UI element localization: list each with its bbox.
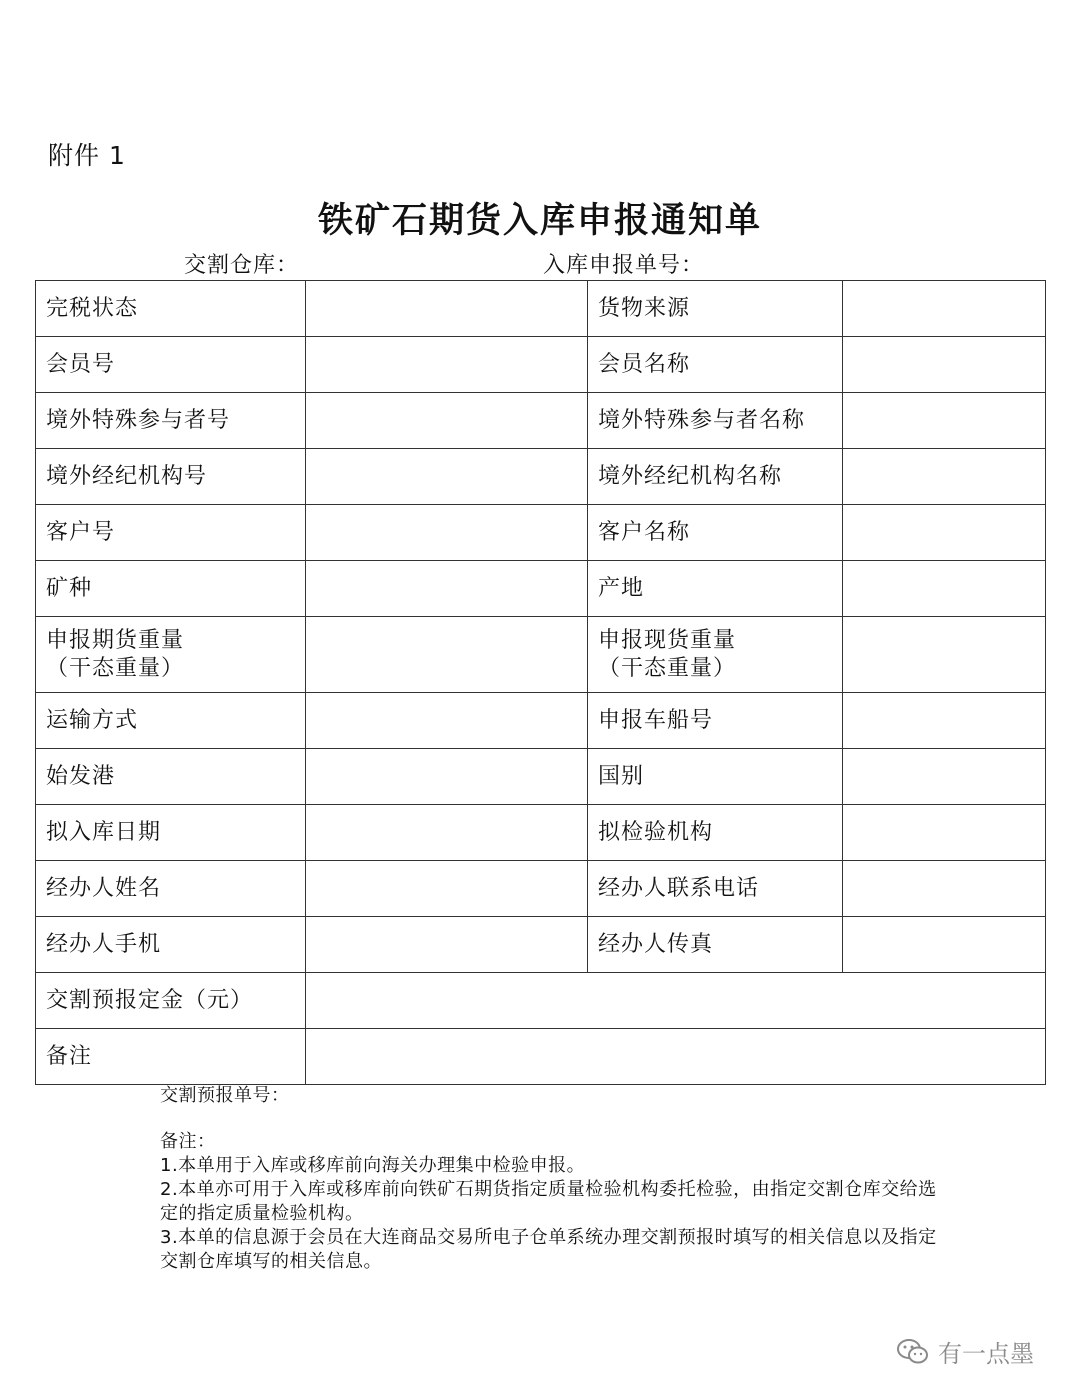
field-value-cell[interactable] (306, 449, 588, 505)
note-item: 1.本单用于入库或移库前向海关办理集中检验申报。 (160, 1155, 586, 1176)
field-value-cell[interactable] (843, 505, 1046, 561)
field-value-cell[interactable] (306, 805, 588, 861)
field-label: 经办人联系电话 (588, 861, 843, 917)
field-label: 申报车船号 (588, 693, 843, 749)
field-label-line: （干态重量） (598, 655, 737, 681)
field-value-cell[interactable] (843, 449, 1046, 505)
field-label: 会员名称 (588, 337, 843, 393)
note-item: 3.本单的信息源于会员在大连商品交易所电子仓单系统办理交割预报时填写的相关信息以及指定交割仓库填写的相关信息。 (160, 1227, 937, 1272)
field-label: 客户名称 (588, 505, 843, 561)
field-label: 国别 (588, 749, 843, 805)
field-value-cell[interactable] (306, 393, 588, 449)
field-value-cell[interactable] (306, 1029, 1046, 1085)
field-label: 产地 (588, 561, 843, 617)
field-label-line: 申报期货重量 (46, 627, 185, 653)
field-value-cell[interactable] (843, 749, 1046, 805)
field-value-cell[interactable] (843, 917, 1046, 973)
table-row (36, 1029, 1046, 1085)
table-row (36, 805, 1046, 861)
table-row (36, 917, 1046, 973)
table-row (36, 561, 1046, 617)
field-value-cell[interactable] (843, 805, 1046, 861)
field-label-line: （干态重量） (46, 655, 185, 681)
field-label: 会员号 (36, 337, 306, 393)
table-row (36, 281, 1046, 337)
wechat-icon (896, 1337, 930, 1367)
table-row (36, 449, 1046, 505)
table-row (36, 337, 1046, 393)
warehouse-label: 交割仓库： (184, 253, 300, 278)
form-title: 铁矿石期货入库申报通知单 (317, 201, 762, 241)
watermark (896, 1334, 1034, 1369)
field-value-cell[interactable] (306, 693, 588, 749)
field-label: 运输方式 (36, 693, 306, 749)
field-label: 境外经纪机构号 (36, 449, 306, 505)
field-value-cell[interactable] (306, 861, 588, 917)
field-label: 经办人传真 (588, 917, 843, 973)
field-label: 客户号 (36, 505, 306, 561)
field-label: 经办人手机 (36, 917, 306, 973)
field-value-cell[interactable] (306, 917, 588, 973)
declaration-number-label: 入库申报单号： (543, 253, 705, 278)
field-label: 货物来源 (588, 281, 843, 337)
field-label: 备注 (36, 1029, 306, 1085)
field-label: 交割预报定金（元） (36, 973, 306, 1029)
field-value-cell[interactable] (306, 337, 588, 393)
table-row (36, 617, 1046, 693)
table-row (36, 393, 1046, 449)
field-label: 拟入库日期 (36, 805, 306, 861)
field-value-cell[interactable] (306, 973, 1046, 1029)
table-row (36, 693, 1046, 749)
field-value-cell[interactable] (306, 617, 588, 693)
field-value-cell[interactable] (843, 861, 1046, 917)
field-label-line: 申报现货重量 (598, 627, 737, 653)
field-label: 经办人姓名 (36, 861, 306, 917)
field-value-cell[interactable] (306, 749, 588, 805)
watermark-text: 有一点墨 (938, 1340, 1034, 1368)
field-label: 矿种 (36, 561, 306, 617)
field-label: 境外特殊参与者号 (36, 393, 306, 449)
field-label (36, 617, 306, 693)
field-value-cell[interactable] (306, 561, 588, 617)
notes-title: 备注： (160, 1131, 216, 1152)
field-value-cell[interactable] (843, 393, 1046, 449)
field-label: 境外特殊参与者名称 (588, 393, 843, 449)
pre-report-number-label: 交割预报单号： (160, 1085, 290, 1106)
field-value-cell[interactable] (843, 693, 1046, 749)
notes-section (160, 1130, 940, 1274)
declaration-form-table (35, 280, 1046, 1085)
field-value-cell[interactable] (843, 617, 1046, 693)
table-row (36, 749, 1046, 805)
field-label: 完税状态 (36, 281, 306, 337)
field-value-cell[interactable] (306, 505, 588, 561)
field-label: 拟检验机构 (588, 805, 843, 861)
field-label: 境外经纪机构名称 (588, 449, 843, 505)
field-label: 始发港 (36, 749, 306, 805)
field-value-cell[interactable] (843, 561, 1046, 617)
note-item: 2.本单亦可用于入库或移库前向铁矿石期货指定质量检验机构委托检验，由指定交割仓库交给选定的指定质量检验机构。 (160, 1179, 937, 1224)
field-value-cell[interactable] (843, 337, 1046, 393)
table-row (36, 861, 1046, 917)
table-row (36, 505, 1046, 561)
field-value-cell[interactable] (306, 281, 588, 337)
field-label (588, 617, 843, 693)
attachment-label: 附件 1 (48, 141, 126, 170)
field-value-cell[interactable] (843, 281, 1046, 337)
table-row (36, 973, 1046, 1029)
